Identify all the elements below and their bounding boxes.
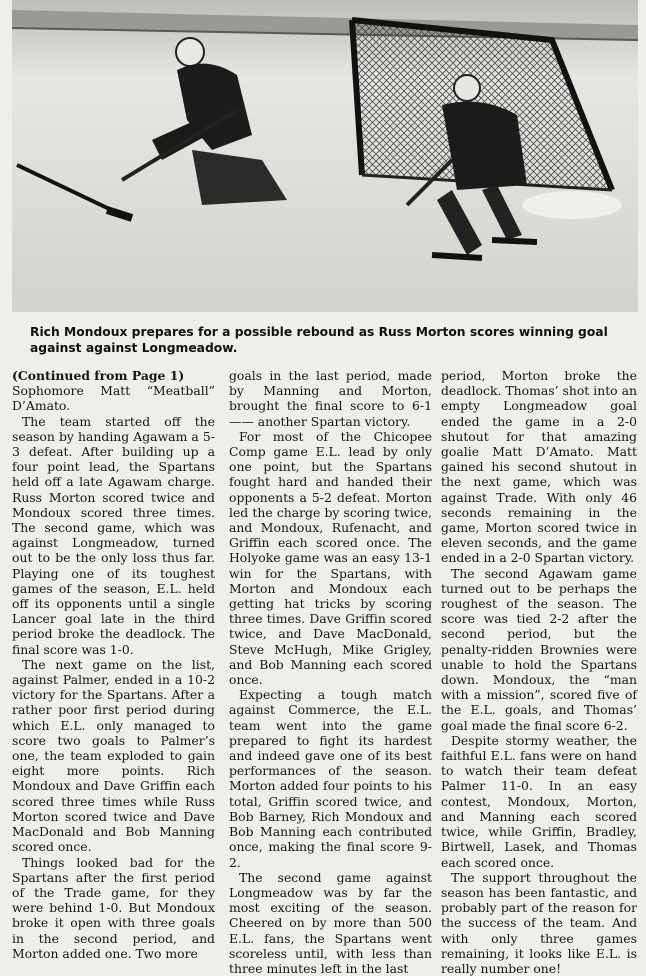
paragraph: The second Agawam game turned out to be perhaps the roughest of the season. The score was tied 2-2 after the second period, but the penalty-ridden Brownies were unable to hold the Spartans down. Mondoux, the “man with a mission”, scored five of the E.L. goals, and Thomas’ goal made the final score 6-2. bbox=[441, 565, 637, 733]
paragraph: The team started off the season by handing Agawam a 5-3 defeat. After building up a four point lead, the Spartans held off a late Agawam charge. Russ Morton scored twice and Mondoux scored three times. The second game, which was against Longmeadow, turned out to be the only loss thus far. Playing one of its toughest games of the season, E.L. held off its opponents until a single Lancer goal late in the third period broke the deadlock. The final score was 1-0. bbox=[12, 413, 215, 657]
paragraph: For most of the Chicopee Comp game E.L. lead by only one point, but the Spartans fought hard and handed their opponents a 5-2 defeat. Morton led the charge by scoring twice, and Mondoux, Rufenacht, and Griffin each scored once. The Holyoke game was an easy 13-1 win for the Spartans, with Morton and Mondoux each getting hat tricks by scoring three times. Dave Griffin scored twice, and Dave MacDonald, Steve McHugh, Mike Grigley, and Bob Manning each scored once. bbox=[229, 428, 432, 688]
continued-label: (Continued from Page 1) bbox=[12, 368, 185, 383]
paragraph: Things looked bad for the Spartans after the first period of the Trade game, for they were behind 1-0. But Mondoux broke it open with three goals in the second period, and Morton added one. Two more bbox=[12, 854, 215, 961]
paragraph: Despite stormy weather, the faithful E.L. fans were on hand to watch their team defeat Palmer 11-0. In an easy contest, Mondoux, Morton, and Manning each scored twice, while Griffin, Bradley, Birtwell, Lasek, and Thomas each scored once. bbox=[441, 732, 637, 870]
paragraph: The support throughout the season has been fantastic, and probably part of the reason for the success of the team. And with only three games remaining, it looks like E.L. is really number one! bbox=[441, 869, 637, 976]
paragraph: period, Morton broke the deadlock. Thomas’ shot into an empty Longmeadow goal ended the game in a 2-0 shutout for that amazing goalie Matt D’Amato. Matt gained his second shutout in the next game, which was against Trade. With only 46 seconds remaining in the game, Morton scored twice in eleven seconds, and the game ended in a 2-0 Spartan victory. bbox=[441, 368, 637, 566]
article-column-1 bbox=[12, 368, 215, 961]
article-column-2 bbox=[229, 368, 432, 976]
hockey-photo bbox=[12, 0, 638, 312]
photo-caption: Rich Mondoux prepares for a possible rebound as Russ Morton scores winning goal against against Longmeadow. bbox=[30, 325, 608, 355]
paragraph: The second game against Longmeadow was by far the most exciting of the season. Cheered on by more than 500 E.L. fans, the Spartans went scoreless until, with less than three minutes left in the last bbox=[229, 869, 432, 976]
paragraph: The next game on the list, against Palmer, ended in a 10-2 victory for the Spartans. After a rather poor first period during which E.L. only managed to score two goals to Palmer’s one, the team exploded to gain eight more points. Rich Mondoux and Dave Griffin each scored three times while Russ Morton scored twice and Dave MacDonald and Bob Manning scored once. bbox=[12, 656, 215, 855]
paragraph: Sophomore Matt “Meatball” D’Amato. bbox=[12, 383, 215, 414]
paragraph: Expecting a tough match against Commerce, the E.L. team went into the game prepared to fight its hardest and indeed gave one of its best performances of the season. Morton added four points to his total, Griffin scored twice, and Bob Barney, Rich Mondoux and Bob Manning each contributed once, making the final score 9-2. bbox=[229, 687, 432, 870]
paragraph: goals in the last period, made by Manning and Morton, brought the final score to 6-1 —— another Spartan victory. bbox=[229, 368, 432, 429]
article-column-3 bbox=[441, 368, 637, 976]
hockey-photo-illustration bbox=[12, 0, 638, 312]
